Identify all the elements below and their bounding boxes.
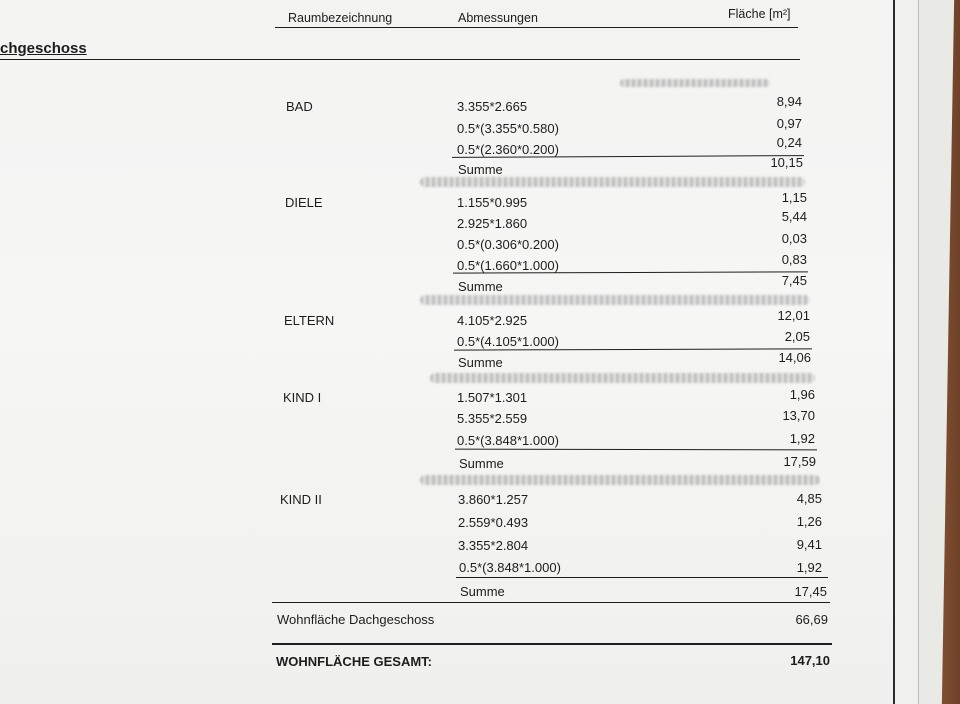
area-value: 0,97 — [776, 116, 802, 131]
sum-rule — [456, 577, 828, 578]
header-rule — [275, 27, 798, 28]
floor-total-rule — [272, 602, 830, 603]
dimension-formula: 0.5*(4.105*1.000) — [457, 334, 559, 349]
area-value: 0,83 — [781, 252, 807, 267]
dimension-formula: 0.5*(2.360*0.200) — [457, 142, 559, 157]
area-value: 2,05 — [784, 329, 810, 344]
sum-label: Summe — [460, 584, 505, 599]
room-name: DIELE — [285, 195, 323, 210]
print-smudge — [420, 177, 805, 187]
dimension-formula: 0.5*(0.306*0.200) — [457, 237, 559, 252]
grand-total-value: 147,10 — [790, 653, 830, 668]
grand-total-rule — [272, 643, 832, 645]
sum-rule — [455, 449, 817, 451]
dimension-formula: 3.860*1.257 — [458, 492, 529, 507]
area-value: 8,94 — [776, 94, 802, 109]
dimension-formula: 3.355*2.665 — [457, 99, 528, 114]
dimension-formula: 0.5*(3.848*1.000) — [459, 560, 561, 575]
dimension-formula: 2.925*1.860 — [457, 216, 528, 231]
print-smudge — [620, 79, 770, 87]
area-value: 1,15 — [781, 190, 807, 205]
area-value: 0,03 — [781, 231, 807, 246]
area-value: 1,26 — [796, 514, 822, 529]
area-value: 0,24 — [776, 135, 802, 150]
dimension-formula: 4.105*2.925 — [457, 313, 528, 328]
area-value: 12,01 — [777, 308, 810, 323]
dimension-formula: 0.5*(3.355*0.580) — [457, 121, 559, 136]
dimension-formula: 0.5*(1.660*1.000) — [457, 258, 559, 273]
area-value: 1,92 — [796, 560, 822, 575]
area-value: 1,92 — [789, 431, 815, 446]
header-area: Fläche [m²] — [728, 7, 791, 21]
sum-value: 7,45 — [781, 273, 807, 288]
dimension-formula: 2.559*0.493 — [458, 515, 529, 530]
dimension-formula: 0.5*(3.848*1.000) — [457, 433, 559, 448]
sum-value: 17,45 — [794, 584, 827, 599]
area-value: 4,85 — [796, 491, 822, 506]
print-smudge — [420, 475, 820, 485]
room-name: BAD — [286, 99, 313, 114]
print-smudge — [430, 373, 815, 383]
area-value: 13,70 — [782, 408, 815, 423]
header-dimensions: Abmessungen — [458, 11, 538, 25]
sum-value: 17,59 — [783, 454, 816, 469]
floor-total-label: Wohnfläche Dachgeschoss — [277, 612, 435, 627]
room-name: KIND II — [280, 492, 322, 507]
room-name: KIND I — [283, 390, 322, 405]
sum-value: 14,06 — [778, 350, 811, 365]
section-rule — [0, 59, 800, 60]
dimension-formula: 1.155*0.995 — [457, 195, 528, 210]
sum-label: Summe — [459, 456, 504, 471]
dimension-formula: 5.355*2.559 — [457, 411, 528, 426]
sum-label: Summe — [458, 162, 503, 177]
floor-total-value: 66,69 — [795, 612, 828, 627]
area-value: 5,44 — [781, 209, 807, 224]
dimension-formula: 3.355*2.804 — [458, 538, 529, 553]
room-name: ELTERN — [284, 313, 335, 328]
area-value: 1,96 — [789, 387, 815, 402]
sum-label: Summe — [458, 355, 503, 370]
dimension-formula: 1.507*1.301 — [457, 390, 528, 405]
section-title: chgeschoss — [0, 40, 87, 57]
grand-total-label: WOHNFLÄCHE GESAMT: — [276, 654, 432, 669]
sum-label: Summe — [458, 279, 503, 294]
header-room-name: Raumbezeichnung — [288, 11, 393, 25]
print-smudge — [420, 295, 810, 305]
area-value: 9,41 — [796, 537, 822, 552]
sum-value: 10,15 — [770, 155, 803, 170]
